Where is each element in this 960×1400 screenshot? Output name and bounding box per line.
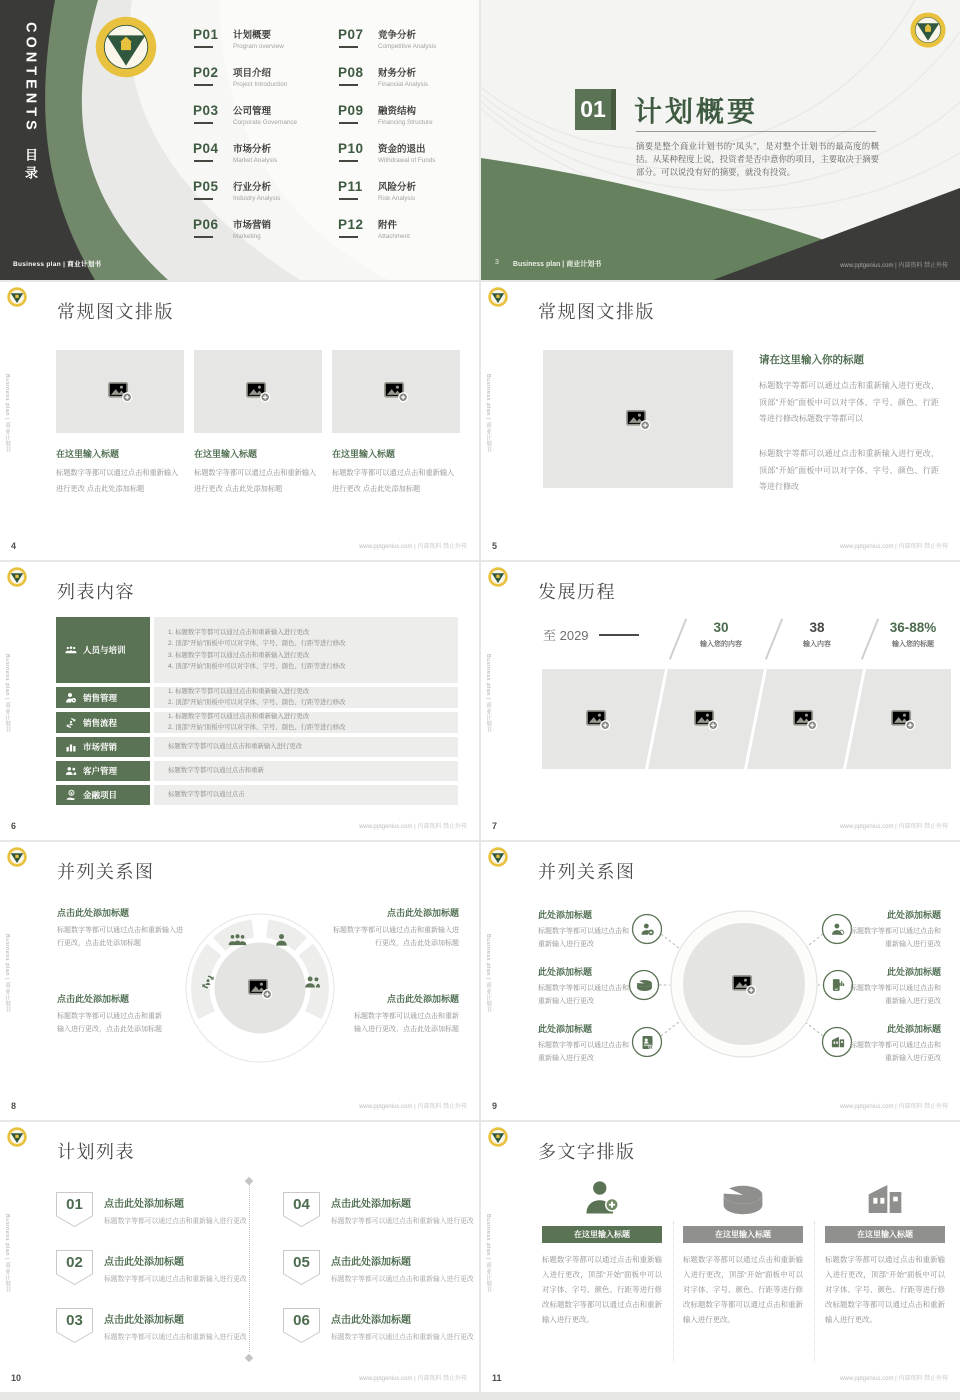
- university-seal-icon: [488, 567, 508, 587]
- slide-plan-list: [0, 1122, 479, 1392]
- image-placeholder-icon: [625, 408, 651, 431]
- footer-brand: Business plan | 商业计划书: [512, 261, 602, 268]
- university-seal-icon: [7, 1127, 27, 1147]
- divider-diamond: [245, 1354, 253, 1362]
- slide-title: 常规图文排版: [538, 302, 655, 322]
- list-row: [56, 687, 458, 708]
- plan-item[interactable]: 01 点击此处添加标题 标题数字等都可以通过点击和重新输入进行更改: [56, 1192, 266, 1227]
- number-badge: 03: [56, 1308, 93, 1343]
- list-panel[interactable]: 1. 标题数字等都可以通过点击和重新输入进行更改 2. 顶部“开始”面板中可以对字体、字号、颜色、行距等进行修改: [154, 712, 458, 733]
- page-number: 5: [492, 541, 498, 551]
- pic-text-card: [56, 350, 184, 497]
- slide-pic-text-3col: [0, 282, 479, 560]
- person-add-icon: [640, 922, 655, 937]
- card-text[interactable]: 标题数字等都可以通过点击和重新输入进行更改 点击此处添加标题: [194, 468, 317, 493]
- list-label[interactable]: 销售管理: [56, 687, 150, 708]
- list-label[interactable]: 客户管理: [56, 761, 150, 781]
- number-badge: 04: [283, 1192, 320, 1227]
- image-placeholder[interactable]: [332, 350, 460, 433]
- university-seal-icon: [488, 287, 508, 307]
- toc-item[interactable]: P10 资金的退出 Withdrawal of Funds: [338, 141, 436, 164]
- toc-item[interactable]: P03 公司管理 Corporate Governance: [193, 103, 298, 126]
- slide-title: 并列关系图: [57, 862, 155, 882]
- card-heading[interactable]: 在这里输入标题: [332, 449, 396, 459]
- list-row: [56, 617, 458, 683]
- person-icon: [274, 932, 289, 948]
- relation-item[interactable]: 此处添加标题 标题数字等都可以通过点击和重新输入进行更改: [850, 1024, 941, 1062]
- toc-item[interactable]: P07 竞争分析 Competitive Analysis: [338, 27, 437, 50]
- toc-item[interactable]: P01 计划概要 Program overview: [193, 27, 284, 50]
- footer-url-note: www.pptgenius.com | 内部资料 禁止外传: [840, 1376, 948, 1382]
- text-column[interactable]: [825, 1176, 945, 1327]
- slide-title: 并列关系图: [538, 862, 636, 882]
- cover-footer-brand: Business plan | 商业计划书: [13, 261, 102, 268]
- milestone[interactable]: 30 输入您的内容: [700, 620, 742, 648]
- university-seal-icon: [7, 287, 27, 307]
- page-number: 6: [11, 821, 17, 831]
- bar-chart-icon: [65, 741, 77, 753]
- team-icon: [228, 933, 247, 947]
- relation-item[interactable]: 此处添加标题 标题数字等都可以通过点击和重新输入进行更改: [538, 967, 629, 1005]
- column-text: 标题数字等都可以通过点击和重新输入进行更改，顶部“开始”面板中可以对字体、字号、颜色、行距等进行修改标题数字等都可以通过点击和重新输入进行更改。: [683, 1255, 803, 1324]
- person-icon: [830, 922, 845, 937]
- card-heading[interactable]: 在这里输入标题: [194, 449, 258, 459]
- list-panel[interactable]: 标题数字等都可以通过点击和重新输入进行更改: [154, 737, 458, 757]
- cycle-icon: [65, 717, 77, 729]
- timeline-year[interactable]: 至 2029: [543, 625, 639, 644]
- cheese-icon: [721, 1182, 765, 1218]
- image-placeholder-icon[interactable]: [585, 708, 611, 731]
- image-placeholder-icon[interactable]: [693, 708, 719, 731]
- slide-list-content: [0, 562, 479, 840]
- toc-item[interactable]: P02 项目介绍 Project Introduction: [193, 65, 288, 88]
- slide-relation-a: [0, 842, 479, 1120]
- ring-diagram: [0, 842, 479, 1120]
- slide-section-01: [481, 0, 960, 280]
- list-panel[interactable]: 1. 标题数字等都可以通过点击和重新输入进行更改 2. 顶部“开始”面板中可以对字体、字号、颜色、行距等进行修改 3. 标题数字等都可以通过点击和重新输入进行更改 4. 顶部“开始”面板中可以对字体、字号、颜色、行距等进行修改: [154, 617, 458, 683]
- plan-item[interactable]: 06 点击此处添加标题 标题数字等都可以通过点击和重新输入进行更改: [283, 1308, 479, 1343]
- cycle-icon: [200, 974, 216, 990]
- footer-url-note: www.pptgenius.com | 内部资料 禁止外传: [359, 1104, 467, 1110]
- plan-item[interactable]: 04 点击此处添加标题 标题数字等都可以通过点击和重新输入进行更改: [283, 1192, 479, 1227]
- list-label[interactable]: 人员与培训: [56, 617, 150, 683]
- image-placeholder-icon[interactable]: [792, 708, 818, 731]
- footer-url-note: www.pptgenius.com | 内部资料 禁止外传: [840, 544, 948, 550]
- page-number: 9: [492, 1101, 498, 1111]
- slide-title: 发展历程: [538, 582, 616, 602]
- section-footer-left: [495, 259, 601, 269]
- university-seal-icon: [488, 1127, 508, 1147]
- plan-item[interactable]: 02 点击此处添加标题 标题数字等都可以通过点击和重新输入进行更改: [56, 1250, 266, 1285]
- toc-item[interactable]: P08 财务分析 Financial Analysis: [338, 65, 429, 88]
- customers-icon: [304, 975, 321, 989]
- toc-item[interactable]: P11 风险分析 Risk Analysis: [338, 179, 417, 202]
- title-divider: [636, 131, 876, 132]
- page-number: 10: [11, 1373, 22, 1383]
- list-row: [56, 761, 458, 781]
- mobile-chart-icon: [831, 978, 845, 993]
- column-header: 在这里输入标题: [825, 1226, 945, 1243]
- list-row: [56, 737, 458, 757]
- page-number: 4: [11, 541, 17, 551]
- slide-title: 多文字排版: [538, 1142, 636, 1162]
- image-placeholder[interactable]: [194, 350, 322, 433]
- image-placeholder-icon[interactable]: [890, 708, 916, 731]
- toc-item[interactable]: P12 附件 Attachment: [338, 217, 410, 240]
- pic-text-card: [194, 350, 322, 497]
- list-row: [56, 712, 458, 733]
- column-header: 在这里输入标题: [683, 1226, 803, 1243]
- slide-cover: [0, 0, 479, 280]
- dash-line: [599, 634, 639, 636]
- column-text: 标题数字等都可以通过点击和重新输入进行更改，顶部“开始”面板中可以对字体、字号、颜色、行距等进行修改标题数字等都可以通过点击和重新输入进行更改。: [542, 1255, 662, 1324]
- footer-url-note: www.pptgenius.com | 内部资料 禁止外传: [359, 824, 467, 830]
- footer-url-note: www.pptgenius.com | 内部资料 禁止外传: [359, 1376, 467, 1382]
- side-brand-text: Business plan | 商业计划书: [4, 1214, 10, 1293]
- list-label[interactable]: 销售流程: [56, 712, 150, 733]
- cover-vertical-title: [21, 22, 40, 184]
- university-seal-icon: [910, 12, 946, 48]
- id-card-icon: [641, 1035, 654, 1050]
- relation-item[interactable]: 此处添加标题 标题数字等都可以通过点击和重新输入进行更改: [850, 910, 941, 948]
- list-label[interactable]: 金融项目: [56, 785, 150, 805]
- slide-relation-b: [481, 842, 960, 1120]
- number-badge: 01: [56, 1192, 93, 1227]
- list-row: [56, 785, 458, 805]
- column-divider: [814, 1222, 815, 1362]
- column-header: 在这里输入标题: [542, 1226, 662, 1243]
- side-brand-text: Business plan | 商业计划书: [4, 934, 10, 1013]
- column-divider: [673, 1222, 674, 1362]
- page-number: 3: [495, 259, 499, 266]
- text-column[interactable]: [542, 1176, 662, 1327]
- building-icon: [864, 1180, 906, 1218]
- contents-label: CONTENTS: [22, 22, 39, 134]
- team-icon: [65, 644, 77, 656]
- image-placeholder-icon[interactable]: [247, 977, 273, 1000]
- list-panel[interactable]: 标题数字等都可以通过点击: [154, 785, 458, 805]
- footer-url-note: www.pptgenius.com | 内部资料 禁止外传: [840, 1104, 948, 1110]
- side-brand-text: Business plan | 商业计划书: [485, 654, 491, 733]
- nurse-add-icon: [582, 1178, 622, 1218]
- store-icon: [830, 1035, 846, 1049]
- list-table: [56, 617, 458, 805]
- section-number-badge: 01: [575, 89, 616, 130]
- image-placeholder-icon: [107, 380, 133, 403]
- image-placeholder[interactable]: [56, 350, 184, 433]
- milestone[interactable]: 38 输入内容: [803, 620, 831, 648]
- side-brand-text: Business plan | 商业计划书: [485, 934, 491, 1013]
- slide-title: 常规图文排版: [57, 302, 174, 322]
- relation-item[interactable]: 此处添加标题 标题数字等都可以通过点击和重新输入进行更改: [850, 967, 941, 1005]
- side-brand-text: Business plan | 商业计划书: [485, 1214, 491, 1293]
- toc-item[interactable]: P06 市场营销 Marketing: [193, 217, 272, 240]
- number-badge: 02: [56, 1250, 93, 1285]
- relation-block[interactable]: 点击此处添加标题 标题数字等都可以通过点击和重新输入进行更改，点击此处添加标题: [57, 994, 162, 1033]
- footer-url-note: www.pptgenius.com | 内部资料 禁止外传: [840, 824, 948, 830]
- text-column[interactable]: [683, 1176, 803, 1327]
- slide-multi-text: [481, 1122, 960, 1392]
- toc-item[interactable]: P09 融资结构 Financing Structure: [338, 103, 433, 126]
- person-gear-icon: [65, 692, 77, 704]
- cheese-icon: [636, 979, 653, 992]
- slide-title: 列表内容: [57, 582, 135, 602]
- pic-text-card: [332, 350, 460, 497]
- image-placeholder[interactable]: [543, 350, 733, 488]
- side-brand-text: Business plan | 商业计划书: [4, 654, 10, 733]
- footer-url-note: www.pptgenius.com | 内部资料 禁止外传: [359, 544, 467, 550]
- side-brand-text: Business plan | 商业计划书: [4, 374, 10, 453]
- number-badge: 05: [283, 1250, 320, 1285]
- relation-block[interactable]: 点击此处添加标题 标题数字等都可以通过点击和重新输入进行更改，点击此处添加标题: [354, 994, 459, 1033]
- page-number: 8: [11, 1101, 17, 1111]
- relation-item[interactable]: 此处添加标题 标题数字等都可以通过点击和重新输入进行更改: [538, 1024, 629, 1062]
- image-placeholder-icon: [383, 380, 409, 403]
- image-placeholder-icon: [245, 380, 271, 403]
- divider-diamond: [245, 1177, 253, 1185]
- body-heading[interactable]: 请在这里输入你的标题: [759, 354, 864, 366]
- number-badge: 06: [283, 1308, 320, 1343]
- list-label[interactable]: 市场营销: [56, 737, 150, 757]
- relation-block[interactable]: 点击此处添加标题 标题数字等都可以通过点击和重新输入进行更改，点击此处添加标题: [57, 908, 183, 947]
- page-number: 11: [492, 1373, 502, 1383]
- card-text[interactable]: 标题数字等都可以通过点击和重新输入进行更改 点击此处添加标题: [332, 468, 455, 493]
- card-heading[interactable]: 在这里输入标题: [56, 449, 120, 459]
- toc-item[interactable]: P04 市场分析 Market Analysis: [193, 141, 278, 164]
- slide-pic-text-side: [481, 282, 960, 560]
- image-placeholder-icon[interactable]: [731, 973, 757, 996]
- body-paragraph[interactable]: 标题数字等都可以通过点击和重新输入进行更改，顶部“开始”面板中可以对字体、字号、颜色、行距等进行修改标题数字等都可以: [759, 381, 939, 423]
- slide-title: 计划列表: [57, 1142, 135, 1162]
- plan-item[interactable]: 03 点击此处添加标题 标题数字等都可以通过点击和重新输入进行更改: [56, 1308, 266, 1343]
- relation-item[interactable]: 此处添加标题 标题数字等都可以通过点击和重新输入进行更改: [538, 910, 629, 948]
- university-seal-icon: [7, 567, 27, 587]
- plan-item[interactable]: 05 点击此处添加标题 标题数字等都可以通过点击和重新输入进行更改: [283, 1250, 479, 1285]
- section-title: 计划概要: [634, 96, 759, 127]
- relation-block[interactable]: 点击此处添加标题 标题数字等都可以通过点击和重新输入进行更改，点击此处添加标题: [333, 908, 459, 947]
- side-brand-text: Business plan | 商业计划书: [485, 374, 491, 453]
- finance-icon: [65, 789, 77, 801]
- column-text: 标题数字等都可以通过点击和重新输入进行更改，顶部“开始”面板中可以对字体、字号、颜色、行距等进行修改标题数字等都可以通过点击和重新输入进行更改。: [825, 1255, 945, 1324]
- toc-item[interactable]: P05 行业分析 Industry Analysis: [193, 179, 281, 202]
- slide-timeline: [481, 562, 960, 840]
- customers-icon: [65, 765, 77, 777]
- page-number: 7: [492, 821, 498, 831]
- footer-url-note: www.pptgenius.com | 内部资料 禁止外传: [840, 263, 948, 269]
- list-panel[interactable]: 1. 标题数字等都可以通过点击和重新输入进行更改 2. 顶部“开始”面板中可以对字体、字号、颜色、行距等进行修改: [154, 687, 458, 708]
- section-body-text[interactable]: 摘要是整个商业计划书的“凤头”，是对整个计划书的最高度的概括。从某种程度上说，投资者是否中意你的项目，主要取决于摘要部分。可以说没有好的摘要，就没有投资。: [636, 141, 879, 177]
- body-paragraph[interactable]: 标题数字等都可以通过点击和重新输入进行更改，顶部“开始”面板中可以对字体、字号、颜色、行距等进行修改: [759, 449, 939, 491]
- milestone[interactable]: 36-88% 输入您的标题: [889, 620, 937, 648]
- list-panel[interactable]: 标题数字等都可以通过点击和重新: [154, 761, 458, 781]
- card-text[interactable]: 标题数字等都可以通过点击和重新输入进行更改 点击此处添加标题: [56, 468, 179, 493]
- contents-label-cn: 目录: [23, 147, 38, 184]
- university-seal-icon: [95, 16, 157, 78]
